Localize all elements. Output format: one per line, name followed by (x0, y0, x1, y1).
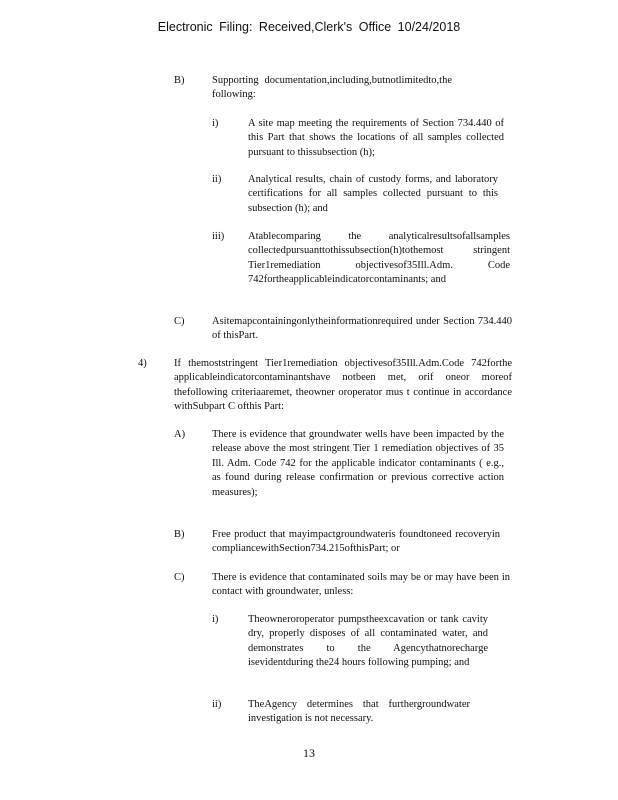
item-text: Theowneroroperator pumpstheexcavation or tank cavity dry, properly disposes of all contaminated water, and demonstrates to the Agencythatnorecharge isevidentduring the24 hours following pumping; and (248, 614, 488, 669)
item-text: Atablecomparing the analyticalresultsofallsamples collectedpursuanttothissubsection(h)tothemost stringent Tier1remediation objectivesof35Ill.Adm. Code 742fortheapplicableindicatorcontaminants; and (248, 231, 510, 286)
item-text: A site map meeting the requirements of Section 734.440 of this Part that shows the locations of all samples collected pursuant to thissubsection (h); (248, 118, 504, 158)
item-label: C) (174, 572, 185, 583)
item-label: ii) (212, 699, 222, 710)
item-label: 4) (138, 358, 147, 369)
item-text: Analytical results, chain of custody forms, and laboratory certifications for all samples collected pursuant to this subsection (h); and (248, 174, 498, 214)
item-label: i) (212, 614, 219, 625)
item-label: B) (174, 75, 185, 86)
item-label: A) (174, 429, 186, 440)
item-text: There is evidence that contaminated soils may be or may have been in contact with groundwater, unless: (212, 572, 510, 598)
item-label: i) (212, 118, 219, 129)
filing-header: Electronic Filing: Received,Clerk's Office 10/24/2018 (157, 20, 461, 34)
item-text: If themoststringent Tier1remediation objectivesof35Ill.Adm.Code 742forthe applicableindicatorcontaminantshave notbeen met, orif oneor moreof thefollowing criteriaaremet, theowner oroperator mus t continue in accordance withSubpart C ofthis Part: (174, 358, 512, 413)
item-text: There is evidence that groundwater wells have been impacted by the release above the most stringent Tier 1 remediation objectives of 35 Ill. Adm. Code 742 for the applicable indicator contaminants ( e.g., as found during release confirmation or previous corrective action measures); (212, 429, 504, 498)
item-label: ii) (212, 174, 222, 185)
item-text: Supporting documentation,including,butnotlimitedto,the following: (212, 75, 452, 101)
item-text: Asitemapcontainingonlytheinformationrequired under Section 734.440 of thisPart. (212, 316, 512, 342)
item-text: Free product that mayimpactgroundwateris foundtoneed recoveryin compliancewithSection734.215ofthisPart; or (212, 529, 500, 555)
item-text: TheAgency determines that furthergroundwater investigation is not necessary. (248, 699, 470, 725)
item-label: iii) (212, 231, 225, 242)
page-number: 13 (303, 746, 315, 760)
item-label: B) (174, 529, 185, 540)
item-label: C) (174, 316, 185, 327)
